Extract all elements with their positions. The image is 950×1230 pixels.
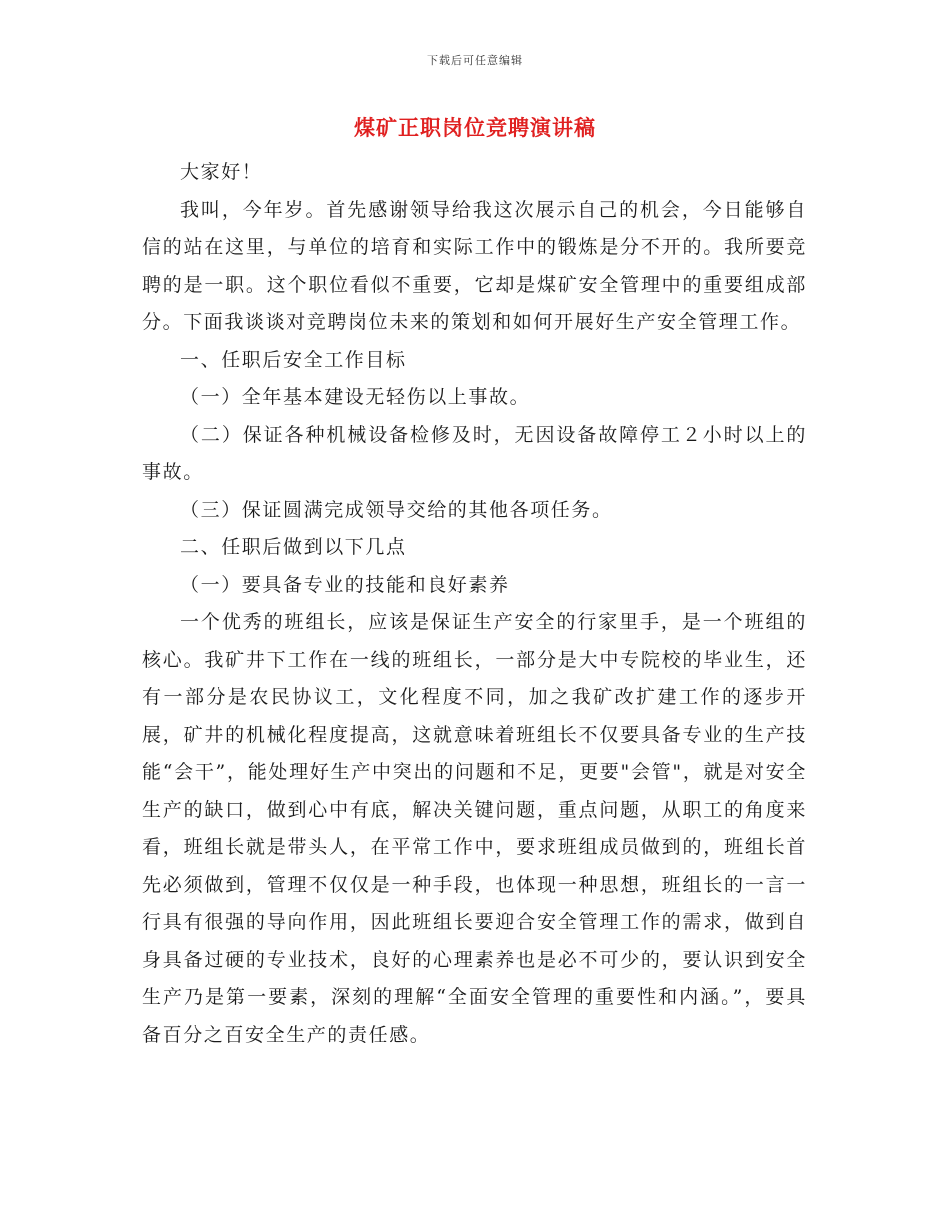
goal-item-1: （一）全年基本建设无轻伤以上事故。: [180, 386, 531, 408]
paragraph-greeting: 大家好！: [180, 161, 263, 183]
goal-item-3: （三）保证圆满完成领导交给的其他各项任务。: [180, 498, 613, 521]
document-body: [142, 154, 807, 1054]
document-title: 煤矿正职岗位竞聘演讲稿: [354, 115, 596, 140]
section-heading-actions: 二、任职后做到以下几点: [180, 536, 407, 558]
action-subheading-1: （一）要具备专业的技能和良好素养: [180, 573, 510, 596]
header-note: 下载后可任意编辑: [427, 54, 523, 67]
paragraph-team-leader: 一个优秀的班组长，应该是保证生产安全的行家里手，是一个班组的核心。我矿井下工作在一线的班组长，一部分是大中专院校的毕业生，还有一部分是农民协议工，文化程度不同，加之我矿改扩建工作的逐步开展，矿井的机械化程度提高，这就意味着班组长不仅要具备专业的生产技能“会干”，能处理好生产中突出的问题和不足，更要"会管"，就是对安全生产的缺口，做到心中有底，解决关键问题，重点问题，从职工的角度来看，班组长就是带头人，在平常工作中，要求班组成员做到的，班组长首先必须做到，管理不仅仅是一种手段，也体现一种思想，班组长的一言一行具有很强的导向作用，因此班组长要迎合安全管理工作的需求，做到自身具备过硬的专业技术，良好的心理素养也是必不可少的，要认识到安全生产乃是第一要素，深刻的理解“全面安全管理的重要性和内涵。”，要具备百分之百安全生产的责任感。: [142, 611, 807, 1046]
goal-item-2: （二）保证各种机械设备检修及时，无因设备故障停工２小时以上的事故。: [142, 423, 807, 483]
paragraph-introduction: 我叫，今年岁。首先感谢领导给我这次展示自己的机会，今日能够自信的站在这里，与单位的培育和实际工作中的锻炼是分不开的。我所要竞聘的是一职。这个职位看似不重要，它却是煤矿安全管理中的重要组成部分。下面我谈谈对竞聘岗位未来的策划和如何开展好生产安全管理工作。: [142, 198, 807, 333]
section-heading-goals: 一、任职后安全工作目标: [180, 348, 407, 371]
